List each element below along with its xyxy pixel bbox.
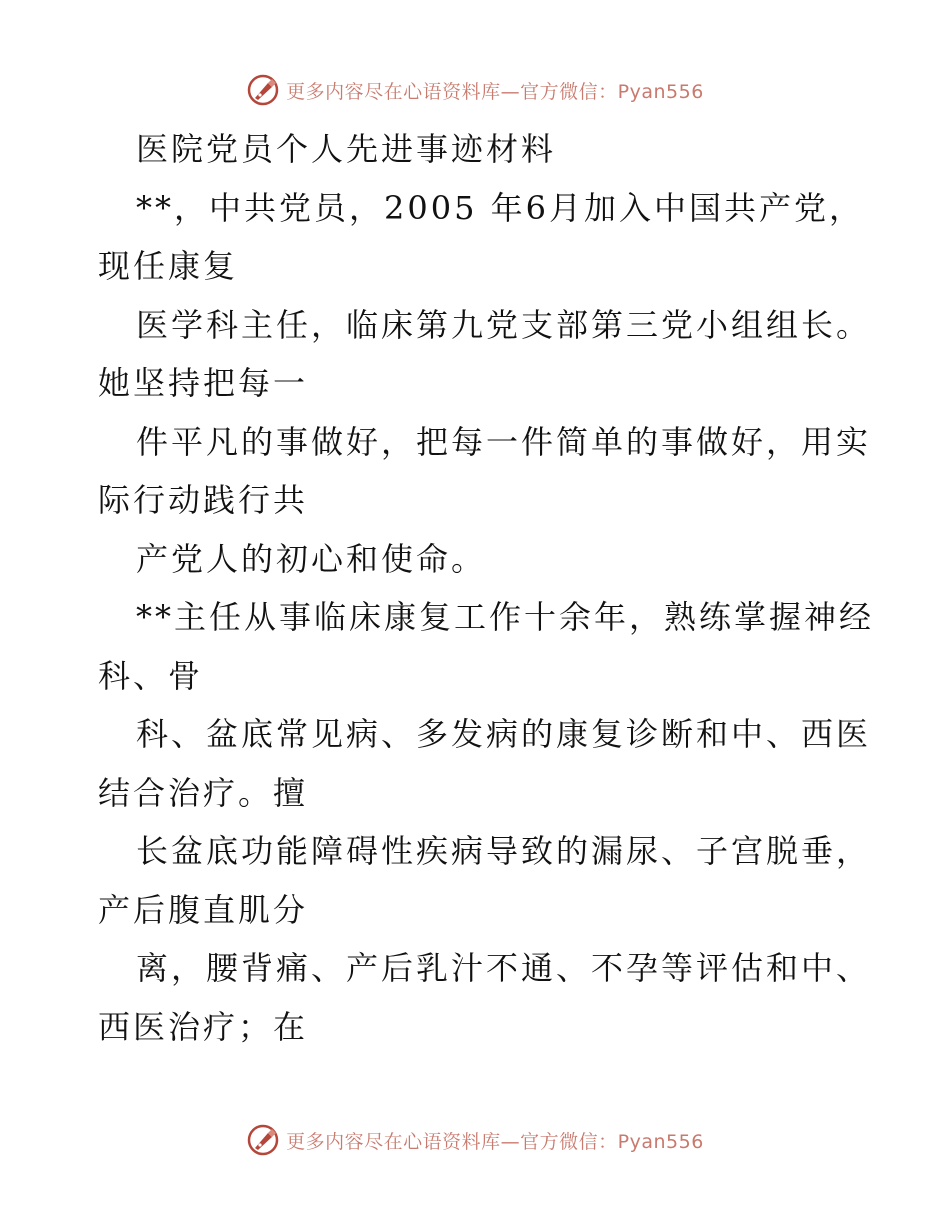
banner-text: 更多内容尽在心语资料库—官方微信：Pyan556 — [286, 1130, 704, 1153]
text-line: **主任从事临床康复工作十余年，熟练掌握神经 — [136, 598, 875, 636]
text-line: 件平凡的事做好，把每一件简单的事做好，用实 — [136, 422, 872, 461]
text-line: 产后腹直肌分 — [98, 890, 309, 929]
footer-banner — [0, 1120, 950, 1160]
text-line: **，中共党员，2005 年6月加入中国共产党， — [136, 188, 864, 227]
text-line: 现任康复 — [98, 247, 239, 285]
pen-nib-logo-icon — [246, 73, 280, 107]
text-line: 医学科主任，临床第九党支部第三党小组组长。 — [136, 305, 872, 344]
banner-text: 更多内容尽在心语资料库—官方微信：Pyan556 — [286, 80, 704, 103]
text-line: 结合治疗。擅 — [98, 773, 309, 812]
text-line: 医院党员个人先进事迹材料 — [136, 130, 557, 168]
text-line: 离，腰背痛、产后乳汁不通、不孕等评估和中、 — [136, 949, 872, 987]
text-line: 科、骨 — [98, 656, 204, 695]
text-line: 产党人的初心和使命。 — [136, 539, 487, 578]
pen-nib-logo-icon — [246, 1123, 280, 1157]
text-line: 她坚持把每一 — [98, 364, 309, 402]
text-line: 科、盆底常见病、多发病的康复诊断和中、西医 — [136, 715, 872, 753]
text-line: 长盆底功能障碍性疾病导致的漏尿、子宫脱垂， — [136, 832, 872, 870]
header-banner — [0, 70, 950, 110]
text-line: 际行动践行共 — [98, 481, 309, 519]
document-body — [98, 120, 875, 1056]
text-line: 西医治疗；在 — [98, 1007, 309, 1046]
